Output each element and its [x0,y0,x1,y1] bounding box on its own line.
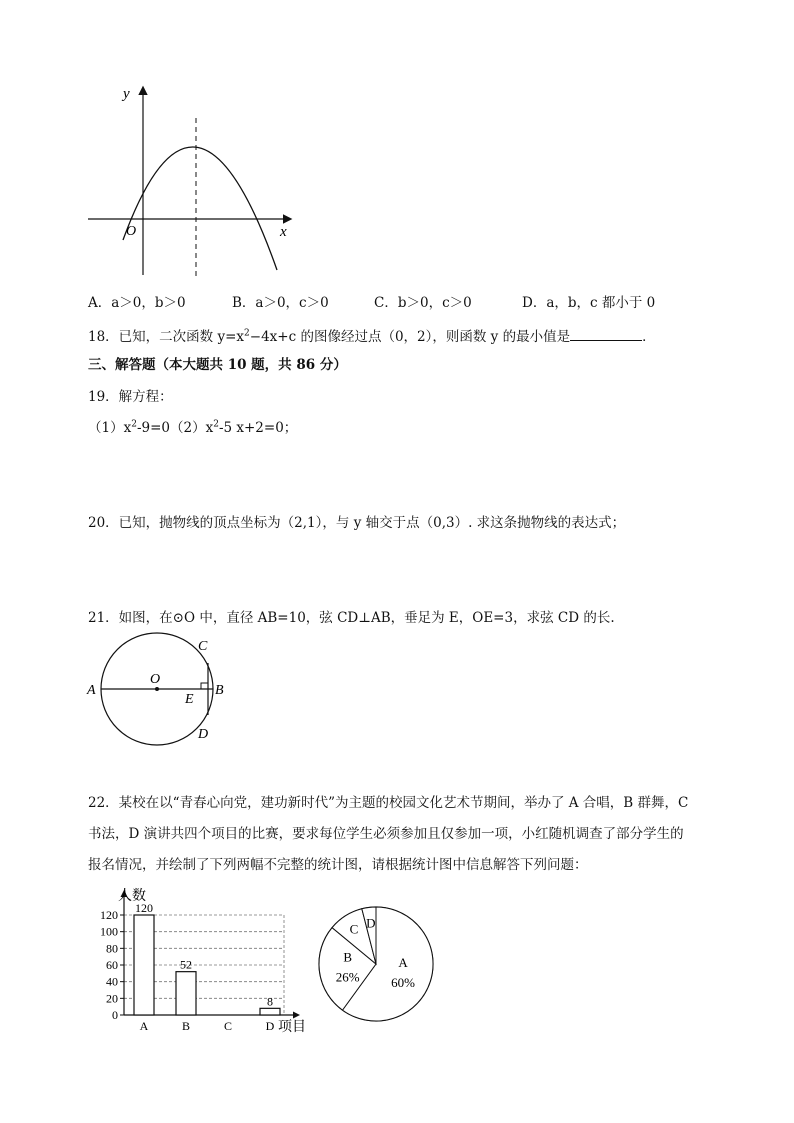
pie-label-C: C [349,921,359,937]
label-o: O [150,672,161,687]
y-tick-label: 100 [100,924,118,939]
x-tick-label: D [265,1019,275,1033]
x-axis-title: 项目 [278,1020,306,1035]
bar-value-label: 120 [135,901,153,915]
question-22-line-1: 22．某校在以“青春心向党，建功新时代”为主题的校园文化艺术节期间，举办了 A 合唱，B 群舞，C [88,795,689,811]
origin-label: O [126,224,137,239]
label-a: A [87,683,96,698]
q17-option-c[interactable]: C．b＞0，c＞0 [374,295,472,311]
bar-value-label: 52 [180,957,192,972]
label-b: B [215,683,224,698]
pie-label-B: B [343,949,353,965]
pie-label-A: A [398,954,408,970]
y-tick-label: 20 [106,991,118,1006]
question-20: 20．已知，抛物线的顶点坐标为（2,1），与 y 轴交于点（0,3）. 求这条抛物线的表达式； [88,515,626,531]
question-19-parts: $(1)x^2-9=0(2)x^2-5$ x+2=0； [88,419,298,436]
y-axis-label: y [123,86,130,102]
bar-chart [84,880,314,1038]
y-tick-label: 60 [106,958,118,972]
bar-D [260,1008,280,1015]
parabola-curve [123,147,277,270]
label-c: C [198,639,208,654]
bar-A [134,915,154,1015]
circle-figure [84,632,244,748]
parabola-figure [80,80,300,280]
pie-percent-B: 26% [335,969,360,985]
question-22-line-3: 报名情况，并绘制了下列两幅不完整的统计图，请根据统计图中信息解答下列问题： [88,857,588,873]
x-tick-label: A [139,1019,149,1033]
answer-blank[interactable] [570,328,642,341]
x-tick-label: B [181,1019,191,1033]
x-tick-label: C [223,1019,233,1033]
question-18: 18．已知，二次函数 $y=x^2-4x+c$ 的图像经过点（0，2），则函数 y 的最小值是 ． [88,328,656,345]
y-tick-label: 80 [106,941,118,956]
pie-label-D: D [366,915,376,931]
bar-B [176,972,196,1015]
question-22-line-2: 书法，D 演讲共四个项目的比赛，要求每位学生必须参加且仅参加一项，小红随机调查了部分学生的 [88,826,684,842]
q17-option-a[interactable]: A．a＞0，b＞0 [88,295,186,311]
bar-value-label: 8 [267,994,273,1009]
label-d: D [198,727,209,742]
section-3-heading: 三、解答题（本大题共 10 题，共 86 分） [88,357,347,373]
question-19-title: 19．解方程： [88,389,173,405]
x-axis-arrow [293,1012,300,1019]
q17-option-b[interactable]: B．a＞0，c＞0 [232,295,329,311]
x-axis-label: x [280,224,287,240]
y-tick-label: 40 [106,974,118,989]
right-angle-mark [201,683,208,689]
label-e: E [185,692,194,707]
q17-option-d[interactable]: D．a，b，c 都小于 0 [522,295,656,311]
center-point [155,687,159,691]
pie-percent-A: 60% [391,974,416,990]
y-tick-label: 120 [100,908,118,922]
y-axis-title: 人数 [118,889,146,904]
y-tick-label: 0 [112,1008,118,1022]
pie-chart [314,905,440,1023]
question-21: 21．如图，在⊙O 中，直径 AB=10，弦 CD⊥AB，垂足为 E，OE=3，求弦 CD 的长. [88,610,615,626]
